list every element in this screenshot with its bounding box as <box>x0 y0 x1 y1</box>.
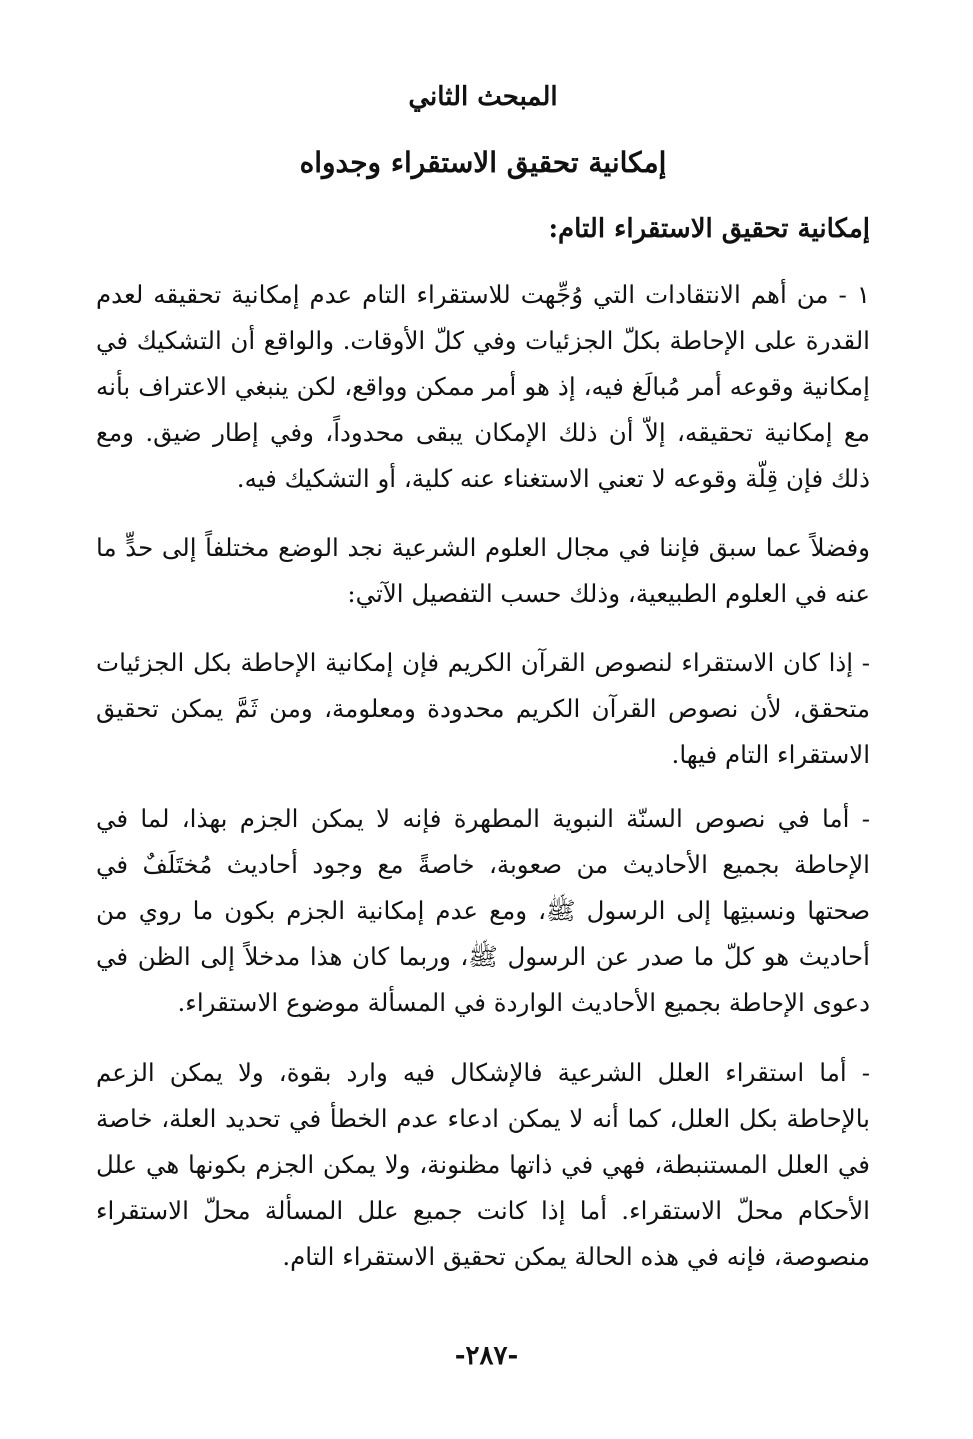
subheading: إمكانية تحقيق الاستقراء التام: <box>548 214 870 244</box>
paragraph-4: - أما في نصوص السنّة النبوية المطهرة فإنه لا يمكن الجزم بهذا، لما في الإحاطة بجميع الأحاديث من صعوبة، خاصةً مع وجود أحاديث مُختَلَفٌ في صحتها ونسبتِها إلى الرسول ﷺ، ومع عدم إمكانية الجزم بكون ما روي من أحاديث هو كلّ ما صدر عن الرسول ﷺ، وربما كان هذا مدخلاً إلى الظن في دعوى الإحاطة بجميع الأحاديث الواردة في المسألة موضوع الاستقراء. <box>96 804 870 1017</box>
chapter-title: إمكانية تحقيق الاستقراء وجدواه <box>299 146 667 179</box>
paragraph-5-container <box>96 1050 870 1280</box>
paragraph-5: - أما استقراء العلل الشرعية فالإشكال فيه وارد بقوة، ولا يمكن الزعم بالإحاطة بكل العلل، كما أنه لا يمكن ادعاء عدم الخطأ في تحديد العلة، خاصة في العلل المستنبطة، فهي في ذاتها مظنونة، ولا يمكن الجزم بكونها هي علل الأحكام محلّ الاستقراء. أما إذا كانت جميع علل المسألة محلّ الاستقراء منصوصة، فإنه في هذه الحالة يمكن تحقيق الاستقراء التام. <box>96 1058 870 1271</box>
paragraph-2-container <box>96 525 870 617</box>
paragraph-1-container <box>96 272 870 502</box>
page-number: -٢٨٧- <box>454 1341 519 1371</box>
paragraph-1: ١ - من أهم الانتقادات التي وُجِّهت للاستقراء التام عدم إمكانية تحقيقه لعدم القدرة على الإحاطة بكلّ الجزئيات وفي كلّ الأوقات. والواقع أن التشكيك في إمكانية وقوعه أمر مُبالَغ فيه، إذ هو أمر ممكن وواقع، لكن ينبغي الاعتراف بأنه مع إمكانية تحقيقه، إلاّ أن ذلك الإمكان يبقى محدوداً، وفي إطار ضيق. ومع ذلك فإن قِلّة وقوعه لا تعني الاستغناء عنه كلية، أو التشكيك فيه. <box>96 280 870 493</box>
section-heading: المبحث الثاني <box>408 82 558 112</box>
paragraph-2: وفضلاً عما سبق فإننا في مجال العلوم الشرعية نجد الوضع مختلفاً إلى حدٍّ ما عنه في العلوم الطبيعية، وذلك حسب التفصيل الآتي: <box>96 533 870 608</box>
paragraph-3: - إذا كان الاستقراء لنصوص القرآن الكريم فإن إمكانية الإحاطة بكل الجزئيات متحقق، لأن نصوص القرآن الكريم محدودة ومعلومة، ومن ثَمَّ يمكن تحقيق الاستقراء التام فيها. <box>96 648 870 769</box>
paragraph-3-container <box>96 640 870 778</box>
paragraph-4-container <box>96 796 870 1026</box>
